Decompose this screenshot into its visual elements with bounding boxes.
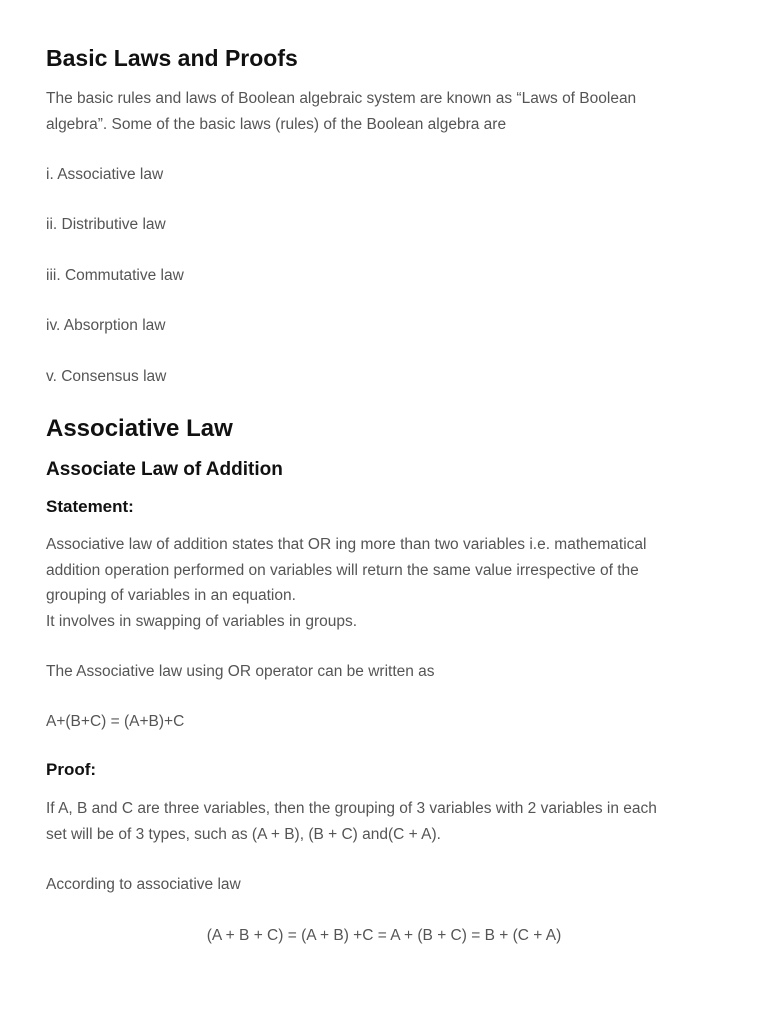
intro-paragraph <box>46 86 636 137</box>
statement-line-1: Associative law of addition states that OR ing more than two variables i.e. mathematical <box>46 536 647 553</box>
statement-line-3: grouping of variables in an equation. <box>46 587 296 604</box>
statement-line-4: It involves in swapping of variables in groups. <box>46 612 358 630</box>
law-list-item-associative: i. Associative law <box>46 166 164 183</box>
law-list-item-distributive: ii. Distributive law <box>46 216 166 233</box>
law-list-item-consensus: v. Consensus law <box>46 368 167 385</box>
law-list-item-absorption: iv. Absorption law <box>46 317 166 334</box>
intro-line-1: The basic rules and laws of Boolean algebraic system are known as “Laws of Boolean <box>46 90 637 107</box>
associative-formula: A+(B+C) = (A+B)+C <box>46 713 185 730</box>
proof-paragraph <box>46 796 657 847</box>
section-heading: Associative Law <box>46 415 233 442</box>
proof-line-1: If A, B and C are three variables, then the grouping of 3 variables with 2 variables in each <box>46 800 657 817</box>
statement-line-2: addition operation performed on variables will return the same value irrespective of the <box>46 561 639 579</box>
statement-label: Statement: <box>46 497 134 516</box>
intro-line-2: algebra”. Some of the basic laws (rules) of the Boolean algebra are <box>46 115 507 133</box>
statement-paragraph <box>46 532 646 634</box>
proof-line-2: set will be of 3 types, such as (A + B), (B + C) and(C + A). <box>46 825 441 843</box>
law-list-item-commutative: iii. Commutative law <box>46 267 184 284</box>
or-operator-intro: The Associative law using OR operator can be written as <box>46 663 435 680</box>
according-text: According to associative law <box>46 876 241 893</box>
associative-equation: (A + B + C) = (A + B) +C = A + (B + C) = B + (C + A) <box>206 927 562 944</box>
subsection-heading: Associate Law of Addition <box>46 459 283 480</box>
proof-label: Proof: <box>46 760 97 779</box>
page-title: Basic Laws and Proofs <box>46 45 298 71</box>
